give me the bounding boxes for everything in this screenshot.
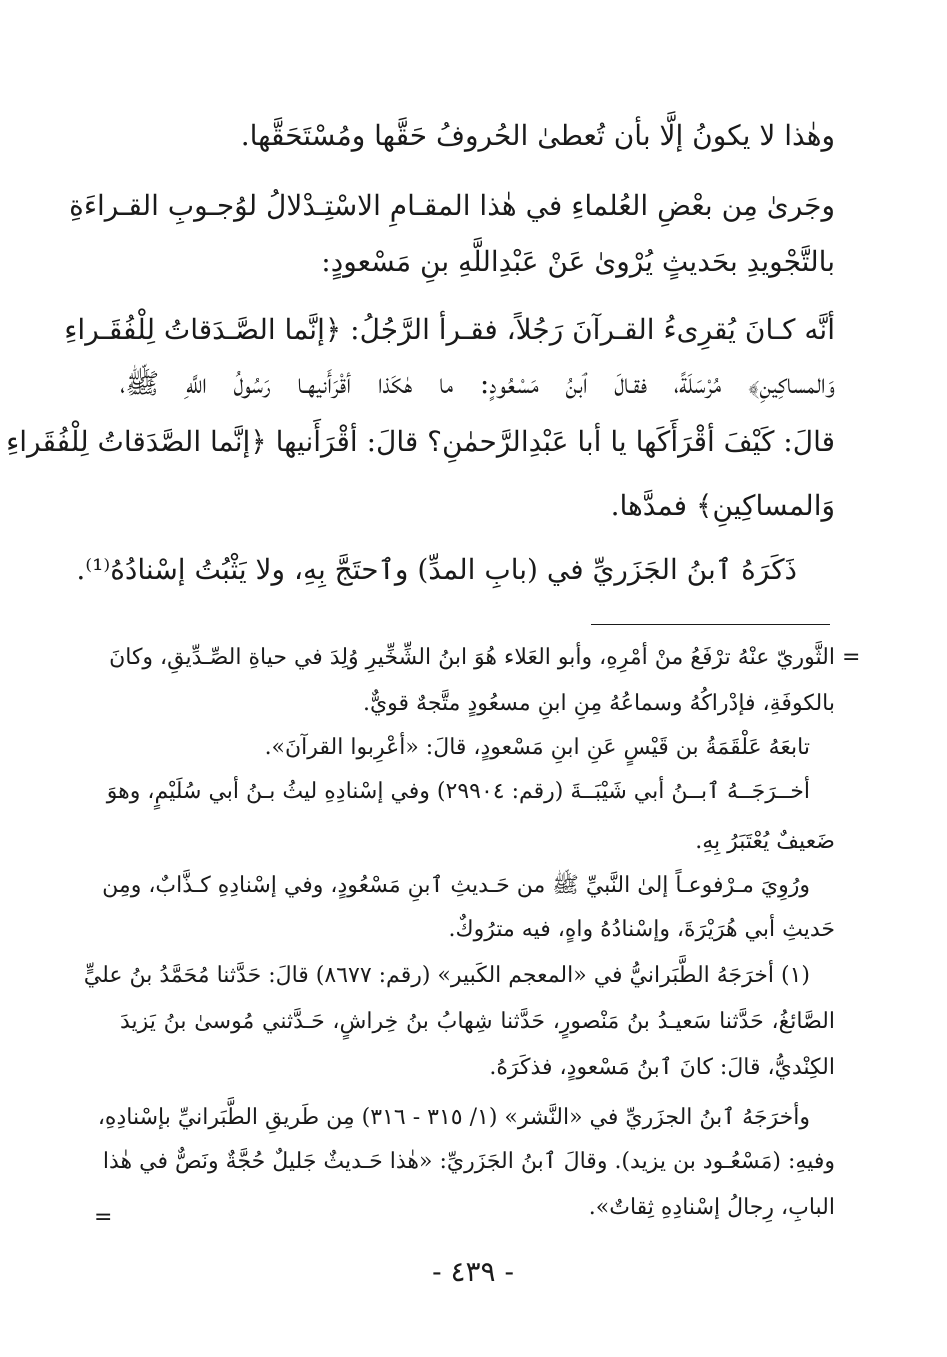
footnote-line-3: تابعَهُ عَلْقَمَةُ بن قَيْسٍ عَنِ ابنِ مَسْعودٍ، قالَ: «أعْرِبوا القرآنَ». [264, 735, 810, 760]
body-line-6: قالَ: كَيْفَ أقْرَأَكَها يا أبا عَبْدِالرَّحمٰنِ؟ قالَ: أقْرَأَنيها ﴿إنَّما الصَّدَقاتُ لِلْفُقَراءِ [6, 425, 835, 458]
page-number: - ٤٣٩ - [432, 1255, 514, 1288]
body-line-8: ذَكَرَهُ ٱبنُ الجَزَريِّ في (بابِ المدِّ) وٱحتَجَّ بِهِ، ولا يَثْبُتُ إسْنادُهُ⁽¹⁾. [76, 553, 797, 586]
footnote-separator [591, 624, 830, 625]
footnote-line-4: أخــرَجَــهُ ٱبــنُ أبي شَيْبَــةَ (رقم: ٢٩٩٠٤) وفي إسْنادِهِ ليثُ بـنُ أبي سُلَيْمٍ، وهوَ [106, 779, 810, 804]
body-line-7: وَالمساكِينِ﴾ فمدَّها. [610, 489, 835, 522]
footnote-line-5: ضَعيفٌ يُعْتَبَرُ بِهِ. [695, 829, 835, 854]
footnote-line-11: وأخرَجَهُ ٱبنُ الجزَريِّ في «النَّشر» (١/ ٣١٥ - ٣١٦) مِن طَريقِ الطَّبَرانيِّ بإسْنادِهِ، [97, 1105, 810, 1130]
body-line-2: وجَرىٰ مِن بعْضِ العُلماءِ في هٰذا المقـامِ الاسْتِـدْلالُ لوُجـوبِ القـراءَةِ [69, 189, 835, 222]
footnote-line-7: حَديثِ أبي هُرَيْرَةَ، وإسْنادُهُ واهٍ، فيه مترُوكٌ. [448, 917, 835, 942]
footnote-line-10: الكِنْديُّ، قالَ: كانَ ٱبنُ مَسْعودٍ، فذكَرَهُ. [489, 1055, 835, 1080]
footnote-line-6: ورُوِيَ مـرْفوعـاً إلىٰ النَّبيِّ ﷺ من حَـديثِ ٱبنِ مَسْعُودٍ، وفي إسْنادِهِ كـذَّابٌ، ومِن [102, 873, 810, 898]
footnote-line-2: بالكوفَةِ، فإدْراكُهُ وسماعُهُ مِنِ ابنِ مسعُودٍ متَّجهٌ قويٌّ. [362, 691, 835, 716]
body-line-4: أنَّه كـانَ يُقرِىءُ القـرآنَ رَجُلاً، فقـرأ الرَّجُلُ: ﴿إنَّما الصَّـدَقاتُ لِلْفُقَـراءِ [64, 313, 835, 346]
body-line-3: بالتَّجْويدِ بحَديثٍ يُرْوىٰ عَنْ عَبْدِاللَّهِ بنِ مَسْعودٍ: [321, 245, 835, 278]
footnote-line-9: الصَّائغُ، حَدَّثنا سَعيـدُ بنُ مَنْصورٍ، حَدَّثنا شِهابُ بنُ خِراشٍ، حَـدَّثني مُوسىٰ بنُ يَزيدَ [120, 1009, 835, 1034]
footnote-continuation-marker: = [842, 645, 861, 670]
body-line-5: وَالمساكِينِ﴾ مُرْسَلَةً، فقـالَ ٱبنُ مَسْعُودٍ: ما هٰكَذا أقْرَأَنيهـا رَسُولُ اللَّهِ ﷺ، [120, 367, 835, 400]
footnote-line-13: البابِ، رِجالُ إسْنادِهِ ثِقاتٌ». [588, 1195, 835, 1220]
footnote-end-marker: = [94, 1205, 113, 1230]
footnote-line-12: وفيهِ: (مَسْعُـود بن يزيد). وقالَ ٱبنُ الجَزَريِّ: «هٰذا حَـديثٌ جَليلٌ حُجَّةٌ ونَصٌّ في هٰذا [102, 1149, 835, 1174]
body-line-1: وهٰذا لا يكونُ إلَّا بأن تُعطىٰ الحُروفُ حَقَّها ومُسْتَحَقَّها. [240, 119, 835, 152]
footnote-line-8: (١) أخرَجَهُ الطَّبَرانيُّ في «المعجم الكَبير» (رقم: ٨٦٧٧) قالَ: حَدَّثنا مُحَمَّدُ بنُ عليٍّ [83, 963, 810, 988]
footnote-line-1: الثَّوريّ عنْهُ ترْفَعُ منْ أمْرِهِ، وأبو العَلاء هُوَ ابنُ الشِّخِّيرِ وُلِدَ في حياةِ الصِّـدِّيقِ، وكانَ [109, 645, 835, 670]
